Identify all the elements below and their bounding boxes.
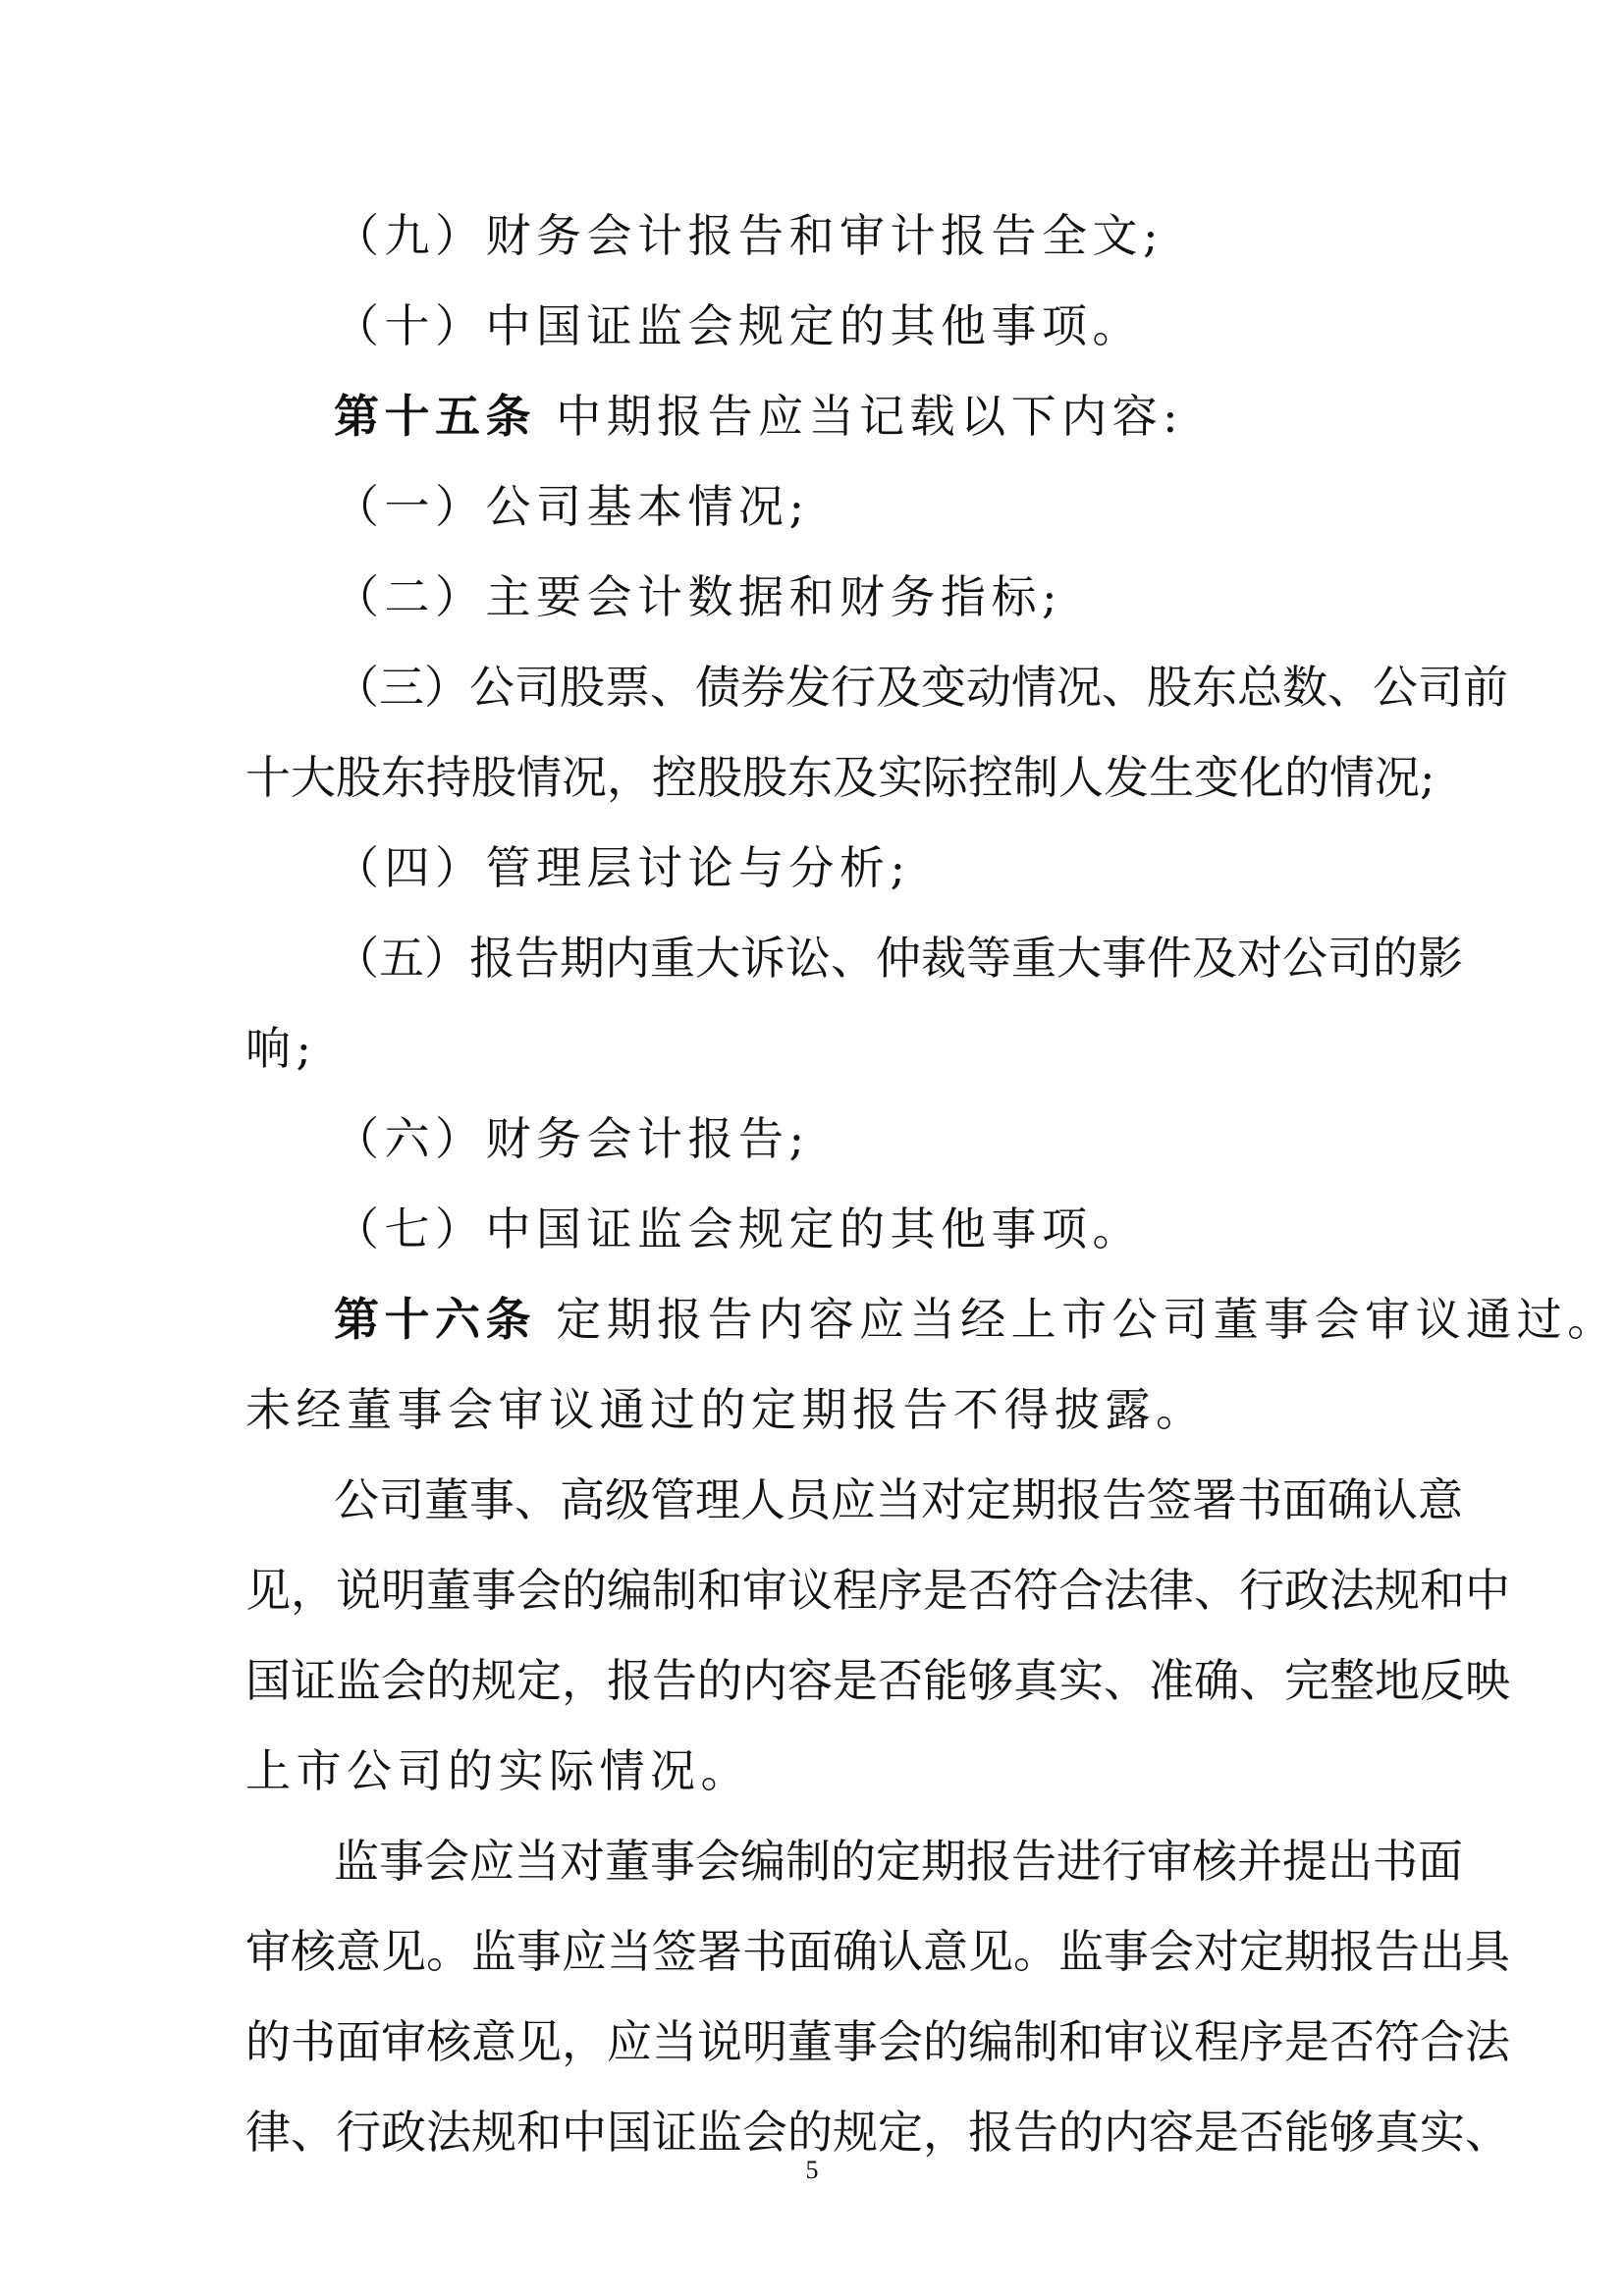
item-9-text: （九）财务会计报告和审计报告全文; <box>334 209 1164 262</box>
mid-item-3-line-1: （三）公司股票、债券发行及变动情况、股东总数、公司前 <box>334 661 1508 714</box>
page-number: 5 <box>805 2156 819 2184</box>
directors-para-line-3: 国证监会的规定，报告的内容是否能够真实、准确、完整地反映 <box>245 1654 1510 1707</box>
item-10-text: （十）中国证监会规定的其他事项。 <box>334 299 1143 352</box>
supervisors-para-line-2: 审核意见。监事应当签署书面确认意见。监事会对定期报告出具 <box>245 1925 1510 1978</box>
mid-item-7-text: （七）中国证监会规定的其他事项。 <box>334 1202 1143 1255</box>
item-9 <box>334 206 1384 265</box>
mid-item-2-text: （二）主要会计数据和财务指标; <box>334 570 1062 623</box>
item-10 <box>334 296 1384 355</box>
article-15-heading: 第十五条 <box>334 390 536 443</box>
mid-item-2 <box>334 567 1384 626</box>
article-15 <box>334 387 1384 446</box>
directors-para-line-2: 见，说明董事会的编制和审议程序是否符合法律、行政法规和中 <box>245 1564 1510 1617</box>
mid-item-7 <box>334 1200 1384 1258</box>
supervisors-para-line-1: 监事会应当对董事会编制的定期报告进行审核并提出书面 <box>334 1835 1463 1888</box>
directors-para-line-4: 上市公司的实际情况。 <box>245 1744 751 1797</box>
article-16-text: 定期报告内容应当经上市公司董事会审议通过。 <box>536 1293 1618 1346</box>
directors-para-line-1: 公司董事、高级管理人员应当对定期报告签署书面确认意 <box>334 1473 1463 1526</box>
article-16-line-1 <box>334 1290 1618 1349</box>
mid-item-1 <box>334 477 1384 536</box>
mid-item-4-text: （四）管理层讨论与分析; <box>334 841 911 894</box>
supervisors-para-line-4: 律、行政法规和中国证监会的规定，报告的内容是否能够真实、 <box>245 2106 1510 2159</box>
article-16-heading: 第十六条 <box>334 1293 536 1346</box>
mid-item-5-line-1: （五）报告期内重大诉讼、仲裁等重大事件及对公司的影 <box>334 932 1463 985</box>
mid-item-5-line-2: 响; <box>245 1022 317 1075</box>
supervisors-para-line-3: 的书面审核意见，应当说明董事会的编制和审议程序是否符合法 <box>245 2015 1510 2068</box>
article-15-text: 中期报告应当记载以下内容: <box>536 390 1184 443</box>
mid-item-3-line-2: 十大股东持股情况，控股股东及实际控制人发生变化的情况; <box>245 751 1435 804</box>
article-16-line-2: 未经董事会审议通过的定期报告不得披露。 <box>245 1383 1207 1436</box>
mid-item-1-text: （一）公司基本情况; <box>334 480 810 533</box>
mid-item-6-text: （六）财务会计报告; <box>334 1112 810 1165</box>
mid-item-6 <box>334 1109 1384 1168</box>
mid-item-4 <box>334 838 1384 897</box>
